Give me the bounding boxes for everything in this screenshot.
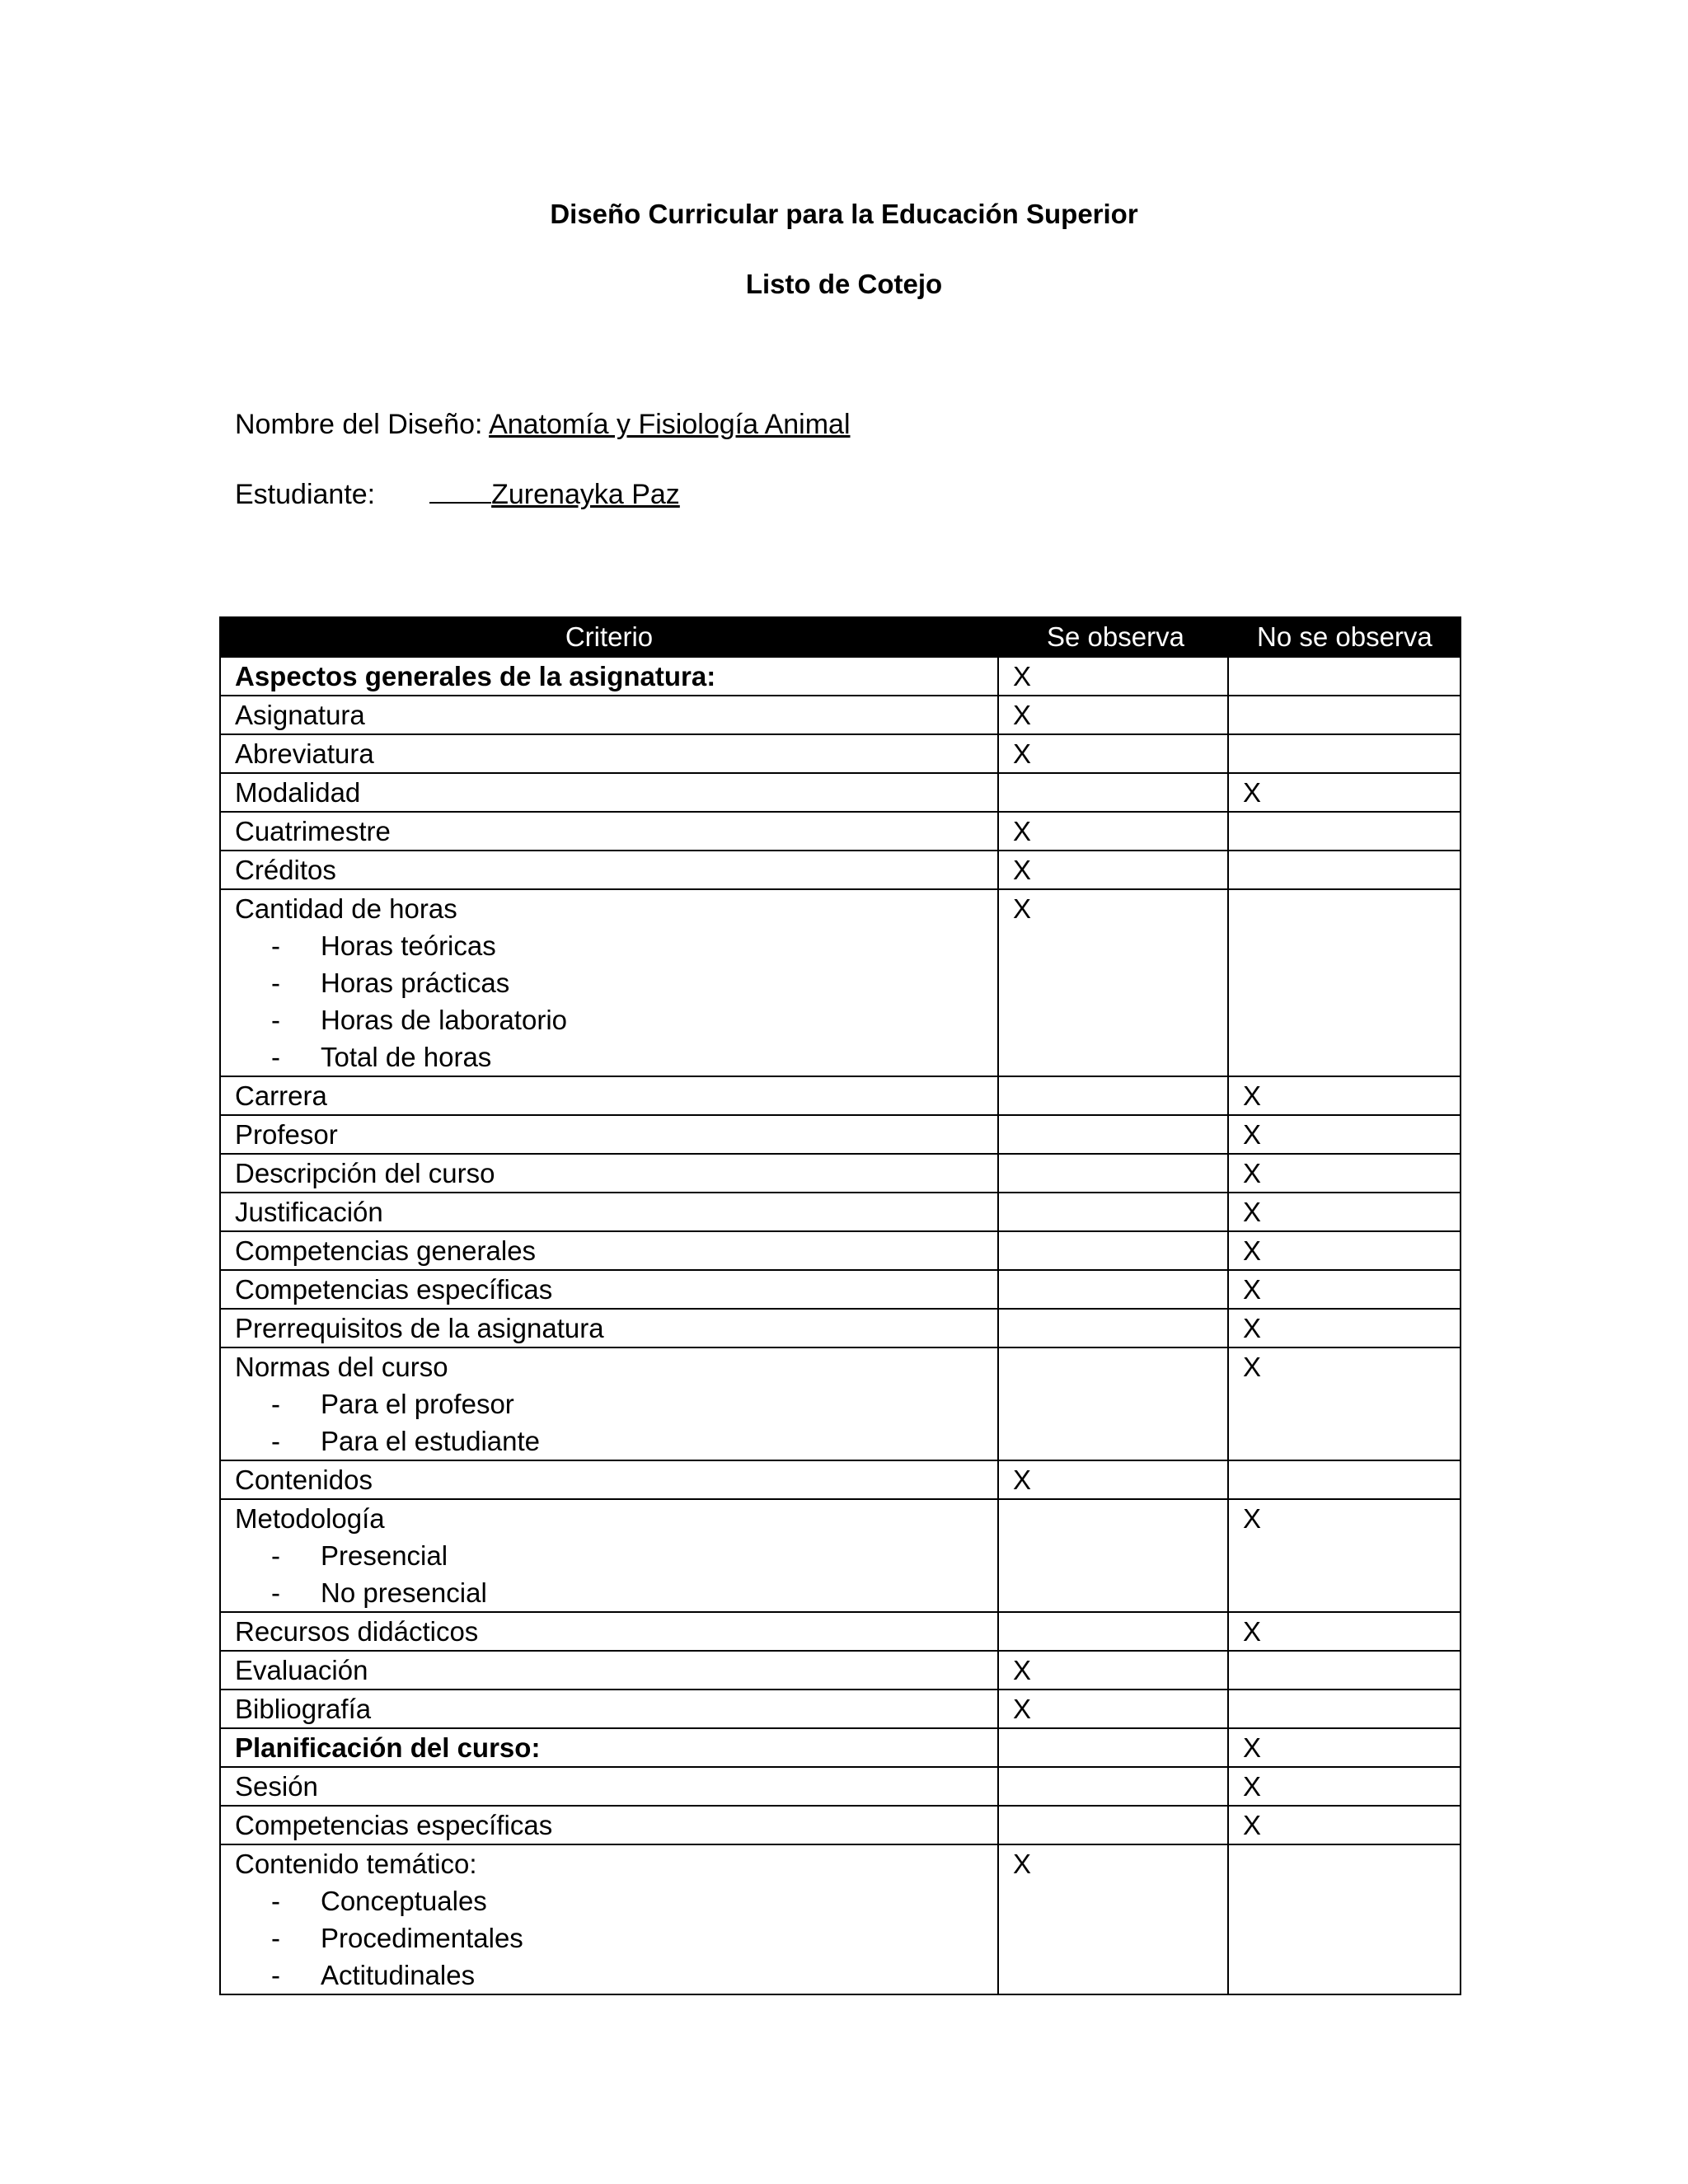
se-observa-cell <box>998 1460 1228 1499</box>
criterio-cell <box>220 1193 998 1231</box>
se-observa-cell <box>998 1728 1228 1767</box>
bullet-dash: - <box>271 930 280 961</box>
subitem-label: Para el estudiante <box>321 1426 541 1456</box>
table-row <box>220 1767 1461 1806</box>
table-row <box>220 773 1461 812</box>
no-se-observa-mark: X <box>1243 1274 1262 1305</box>
no-se-observa-mark: X <box>1243 1352 1262 1382</box>
bullet-dash: - <box>271 1005 280 1035</box>
se-observa-mark: X <box>1013 1694 1032 1724</box>
criterio-label: Competencias específicas <box>235 1274 553 1305</box>
no-se-observa-cell <box>1228 1806 1461 1844</box>
table-row <box>220 1231 1461 1270</box>
no-se-observa-cell <box>1228 1844 1461 1994</box>
no-se-observa-cell <box>1228 1499 1461 1612</box>
criterio-label: Metodología <box>235 1503 385 1534</box>
criterio-subitem <box>235 1882 997 1919</box>
no-se-observa-mark: X <box>1243 1732 1262 1763</box>
criterio-subitem <box>235 1422 997 1460</box>
header-no-se-observa: No se observa <box>1228 617 1461 657</box>
criterio-cell <box>220 1115 998 1154</box>
criterio-label: Bibliografía <box>235 1694 372 1724</box>
se-observa-cell <box>998 696 1228 734</box>
no-se-observa-mark: X <box>1243 1080 1262 1111</box>
table-row <box>220 889 1461 1076</box>
criterio-cell <box>220 1460 998 1499</box>
criterio-cell <box>220 1690 998 1728</box>
subitem-label: Horas de laboratorio <box>321 1005 567 1035</box>
table-row <box>220 1806 1461 1844</box>
criterio-cell <box>220 1309 998 1347</box>
criterio-label: Créditos <box>235 855 336 885</box>
se-observa-mark: X <box>1013 855 1032 885</box>
subitem-label: Horas prácticas <box>321 968 510 998</box>
no-se-observa-cell <box>1228 1651 1461 1690</box>
criterio-subitem <box>235 1537 997 1574</box>
subitem-label: Para el profesor <box>321 1389 514 1419</box>
criterio-label: Contenido temático: <box>235 1849 477 1879</box>
no-se-observa-cell <box>1228 1767 1461 1806</box>
se-observa-cell <box>998 1231 1228 1270</box>
se-observa-mark: X <box>1013 738 1032 769</box>
se-observa-cell <box>998 1651 1228 1690</box>
table-row <box>220 1728 1461 1767</box>
subitem-label: Total de horas <box>321 1042 492 1072</box>
table-row <box>220 696 1461 734</box>
student-label: Estudiante: <box>235 479 376 510</box>
se-observa-sub-mark: X <box>1013 893 1032 924</box>
se-observa-mark: X <box>1013 700 1032 730</box>
subitem-label: Horas teóricas <box>321 930 496 961</box>
se-observa-cell <box>998 889 1228 1076</box>
criterio-label: Cuatrimestre <box>235 816 391 846</box>
criterio-cell <box>220 773 998 812</box>
criterio-label: Competencias específicas <box>235 1810 553 1840</box>
table-row <box>220 1347 1461 1460</box>
bullet-dash: - <box>271 1960 280 1990</box>
criterio-cell <box>220 851 998 889</box>
subitem-label: Conceptuales <box>321 1886 487 1916</box>
no-se-observa-cell <box>1228 851 1461 889</box>
se-observa-cell <box>998 1844 1228 1994</box>
criterio-cell <box>220 1806 998 1844</box>
criterio-subitem <box>235 1038 997 1076</box>
student-underline <box>429 494 491 504</box>
table-row <box>220 812 1461 851</box>
no-se-observa-cell <box>1228 1690 1461 1728</box>
subitem-label: Procedimentales <box>321 1923 523 1953</box>
no-se-observa-mark: X <box>1243 1503 1262 1534</box>
criterio-label: Evaluación <box>235 1655 368 1685</box>
se-observa-cell <box>998 1115 1228 1154</box>
table-row <box>220 1309 1461 1347</box>
criterio-label: Competencias generales <box>235 1235 537 1266</box>
table-row <box>220 1154 1461 1193</box>
criterio-label: Planificación del curso: <box>235 1732 541 1763</box>
criterio-label: Descripción del curso <box>235 1158 495 1188</box>
se-observa-cell <box>998 1690 1228 1728</box>
no-se-observa-cell <box>1228 1460 1461 1499</box>
criterio-cell <box>220 1231 998 1270</box>
checklist-table <box>219 616 1461 1995</box>
criterio-cell <box>220 1076 998 1115</box>
no-se-observa-mark: X <box>1243 1771 1262 1802</box>
se-observa-mark: X <box>1013 816 1032 846</box>
bullet-dash: - <box>271 1577 280 1608</box>
no-se-observa-cell <box>1228 1115 1461 1154</box>
table-row <box>220 1460 1461 1499</box>
bullet-dash: - <box>271 968 280 998</box>
bullet-dash: - <box>271 1923 280 1953</box>
criterio-cell <box>220 1612 998 1651</box>
criterio-cell <box>220 1651 998 1690</box>
table-row <box>220 1115 1461 1154</box>
criterio-cell <box>220 1499 998 1612</box>
criterio-cell <box>220 734 998 773</box>
table-row <box>220 1270 1461 1309</box>
no-se-observa-cell <box>1228 1193 1461 1231</box>
se-observa-cell <box>998 1270 1228 1309</box>
criterio-label: Abreviatura <box>235 738 374 769</box>
no-se-observa-cell <box>1228 1154 1461 1193</box>
criterio-subitem <box>235 1957 997 1994</box>
table-header-row <box>220 617 1461 657</box>
no-se-observa-cell <box>1228 696 1461 734</box>
criterio-subitem <box>235 1385 997 1422</box>
criterio-subitem <box>235 1919 997 1957</box>
no-se-observa-cell <box>1228 1076 1461 1115</box>
criterio-cell <box>220 1844 998 1994</box>
bullet-dash: - <box>271 1042 280 1072</box>
se-observa-mark: X <box>1013 1655 1032 1685</box>
criterio-label: Justificación <box>235 1197 383 1227</box>
se-observa-cell <box>998 1193 1228 1231</box>
se-observa-cell <box>998 1806 1228 1844</box>
no-se-observa-cell <box>1228 1728 1461 1767</box>
se-observa-cell <box>998 1154 1228 1193</box>
table-row <box>220 657 1461 696</box>
criterio-label: Asignatura <box>235 700 365 730</box>
design-name-label: Nombre del Diseño: <box>235 409 483 440</box>
criterio-subitem <box>235 1574 997 1611</box>
document-title: Diseño Curricular para la Educación Superior <box>550 199 1138 229</box>
bullet-dash: - <box>271 1886 280 1916</box>
se-observa-cell <box>998 1612 1228 1651</box>
criterio-label: Sesión <box>235 1771 318 1802</box>
table-row <box>220 1651 1461 1690</box>
table-row <box>220 1690 1461 1728</box>
subitem-label: Presencial <box>321 1540 448 1571</box>
criterio-cell <box>220 812 998 851</box>
criterio-label: Carrera <box>235 1080 327 1111</box>
criterio-label: Modalidad <box>235 777 361 808</box>
criterio-cell <box>220 696 998 734</box>
criterio-cell <box>220 1767 998 1806</box>
table-row <box>220 1076 1461 1115</box>
no-se-observa-mark: X <box>1243 1313 1262 1343</box>
se-observa-cell <box>998 1499 1228 1612</box>
table-row <box>220 1844 1461 1994</box>
bullet-dash: - <box>271 1389 280 1419</box>
no-se-observa-mark: X <box>1243 1810 1262 1840</box>
criterio-cell <box>220 657 998 696</box>
subitem-label: No presencial <box>321 1577 487 1608</box>
criterio-cell <box>220 889 998 1076</box>
no-se-observa-cell <box>1228 1612 1461 1651</box>
criterio-cell <box>220 1347 998 1460</box>
criterio-cell <box>220 1270 998 1309</box>
no-se-observa-cell <box>1228 889 1461 1076</box>
no-se-observa-cell <box>1228 1270 1461 1309</box>
se-observa-cell <box>998 1076 1228 1115</box>
criterio-label: Contenidos <box>235 1465 373 1495</box>
no-se-observa-cell <box>1228 657 1461 696</box>
criterio-label: Aspectos generales de la asignatura: <box>235 661 716 691</box>
header-criterio: Criterio <box>220 617 998 657</box>
no-se-observa-mark: X <box>1243 1235 1262 1266</box>
document-subtitle: Listo de Cotejo <box>745 269 943 299</box>
se-observa-mark: X <box>1013 1849 1032 1879</box>
no-se-observa-cell <box>1228 812 1461 851</box>
bullet-dash: - <box>271 1426 280 1456</box>
se-observa-cell <box>998 1767 1228 1806</box>
criterio-subitem <box>235 1001 997 1038</box>
se-observa-cell <box>998 734 1228 773</box>
criterio-label: Normas del curso <box>235 1352 448 1382</box>
no-se-observa-cell <box>1228 734 1461 773</box>
se-observa-cell <box>998 1347 1228 1460</box>
no-se-observa-cell <box>1228 1231 1461 1270</box>
design-name-line <box>235 407 851 442</box>
no-se-observa-mark: X <box>1243 777 1262 808</box>
criterio-label: Prerrequisitos de la asignatura <box>235 1313 604 1343</box>
table-row <box>220 1499 1461 1612</box>
table-row <box>220 851 1461 889</box>
criterio-label: Profesor <box>235 1119 338 1150</box>
criterio-label: Recursos didácticos <box>235 1616 479 1647</box>
se-observa-cell <box>998 1309 1228 1347</box>
student-line <box>235 477 680 512</box>
se-observa-cell <box>998 812 1228 851</box>
header-se-observa: Se observa <box>998 617 1228 657</box>
se-observa-cell <box>998 657 1228 696</box>
subitem-label: Actitudinales <box>321 1960 476 1990</box>
table-row <box>220 734 1461 773</box>
no-se-observa-mark: X <box>1243 1616 1262 1647</box>
table-row <box>220 1612 1461 1651</box>
no-se-observa-cell <box>1228 1347 1461 1460</box>
design-name-value: Anatomía y Fisiología Animal <box>489 409 851 440</box>
criterio-cell <box>220 1728 998 1767</box>
criterio-cell <box>220 1154 998 1193</box>
student-value: Zurenayka Paz <box>491 479 680 510</box>
se-observa-cell <box>998 851 1228 889</box>
se-observa-mark: X <box>1013 1465 1032 1495</box>
table-row <box>220 1193 1461 1231</box>
bullet-dash: - <box>271 1540 280 1571</box>
no-se-observa-mark: X <box>1243 1158 1262 1188</box>
criterio-subitem <box>235 964 997 1001</box>
no-se-observa-mark: X <box>1243 1119 1262 1150</box>
se-observa-cell <box>998 773 1228 812</box>
criterio-subitem <box>235 927 997 964</box>
criterio-label: Cantidad de horas <box>235 893 457 924</box>
no-se-observa-cell <box>1228 773 1461 812</box>
se-observa-mark: X <box>1013 661 1032 691</box>
no-se-observa-mark: X <box>1243 1197 1262 1227</box>
no-se-observa-cell <box>1228 1309 1461 1347</box>
